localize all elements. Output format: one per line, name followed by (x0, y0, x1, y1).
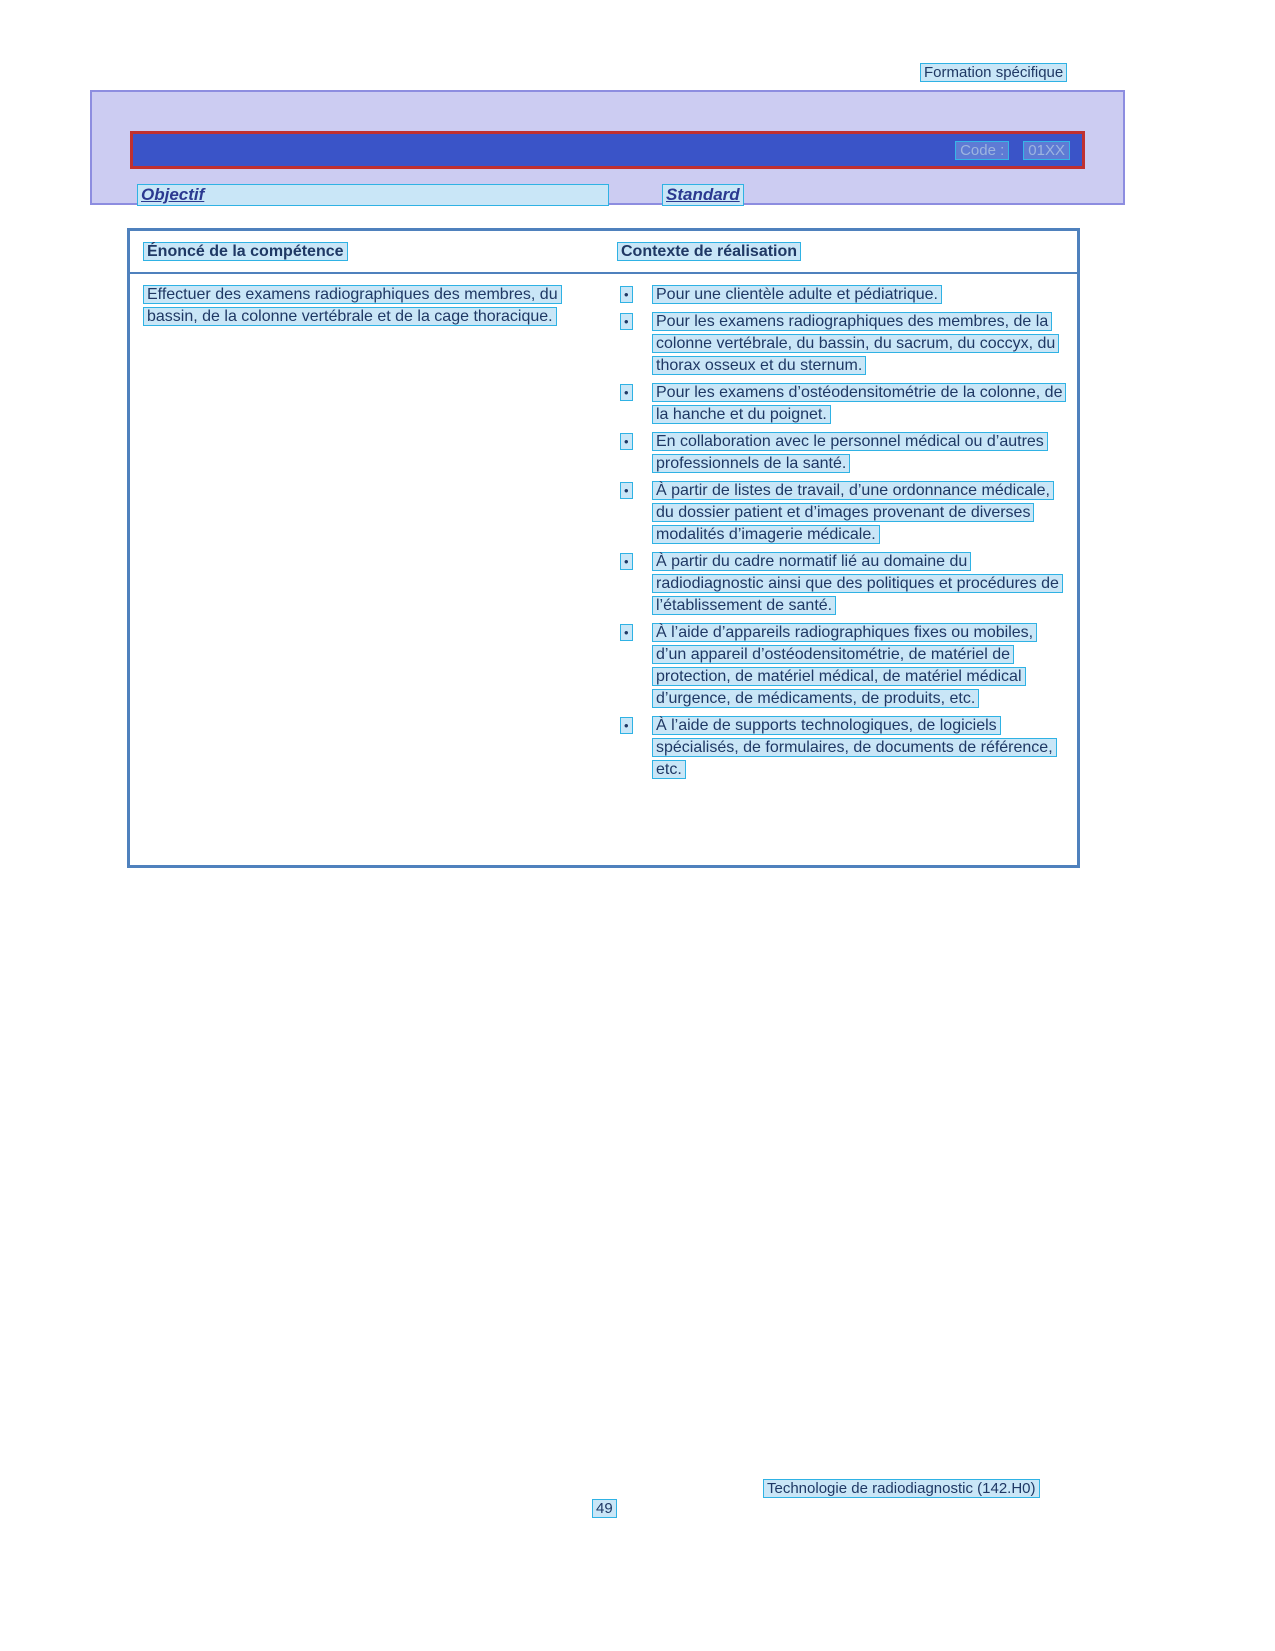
list-item (620, 431, 1075, 475)
enonce-text: Effectuer des examens radiographiques des membres, du bassin, de la colonne vertébrale et de la cage thoracique. (143, 285, 562, 326)
list-item (620, 551, 1075, 617)
objectif-label: Objectif (137, 184, 609, 206)
bullet-list (620, 284, 1075, 781)
list-item (620, 284, 1075, 306)
bullet-text: À l’aide d’appareils radiographiques fixes ou mobiles, d’un appareil d’ostéodensitométrie, de matériel de protection, de matériel médical, de matériel médical d’urgence, de médicaments, de produits, etc. (652, 622, 1064, 710)
bullet-dot-icon: • (620, 382, 652, 404)
bullet-text: Pour une clientèle adulte et pédiatrique. (652, 284, 1064, 306)
competence-table (127, 228, 1080, 868)
program-panel (90, 90, 1125, 205)
list-item (620, 715, 1075, 781)
bullet-text: Pour les examens radiographiques des membres, de la colonne vertébrale, du bassin, du sacrum, du coccyx, du thorax osseux et du sternum. (652, 311, 1064, 377)
list-item (620, 480, 1075, 546)
standard-label: Standard (662, 184, 744, 206)
bullet-text: À l’aide de supports technologiques, de logiciels spécialisés, de formulaires, de documents de référence, etc. (652, 715, 1064, 781)
bullet-text: En collaboration avec le personnel médical ou d’autres professionnels de la santé. (652, 431, 1064, 475)
list-item (620, 622, 1075, 710)
table-header-divider (130, 272, 1077, 274)
bullet-text: À partir de listes de travail, d’une ordonnance médicale, du dossier patient et d’images provenant de diverses modalités d’imagerie médicale. (652, 480, 1064, 546)
code-value: 01XX (1023, 141, 1070, 160)
code-label: Code : (955, 141, 1009, 160)
bullet-text: Pour les examens d’ostéodensitométrie de la colonne, de la hanche et du poignet. (652, 382, 1064, 426)
bullet-dot-icon: • (620, 715, 652, 737)
enonce-cell (143, 284, 598, 328)
bullet-dot-icon: • (620, 551, 652, 573)
page-number: 49 (592, 1500, 617, 1517)
footer-program-label: Technologie de radiodiagnostic (142.H0) (763, 1480, 1040, 1497)
header-right-label (920, 64, 1067, 81)
enonce-header: Énoncé de la compétence (143, 243, 348, 261)
code-banner (130, 131, 1085, 169)
bullet-dot-icon: • (620, 431, 652, 453)
bullet-dot-icon: • (620, 480, 652, 502)
contexte-header: Contexte de réalisation (617, 243, 801, 261)
list-item (620, 311, 1075, 377)
bullet-dot-icon: • (620, 284, 652, 306)
formation-specifique-text: Formation spécifique (920, 63, 1067, 82)
list-item (620, 382, 1075, 426)
bullet-dot-icon: • (620, 311, 652, 333)
bullet-dot-icon: • (620, 622, 652, 644)
objectif-standard-row (137, 184, 1117, 206)
contexte-cell (620, 284, 1075, 786)
bullet-text: À partir du cadre normatif lié au domaine du radiodiagnostic ainsi que des politiques et procédures de l’établissement de santé. (652, 551, 1064, 617)
